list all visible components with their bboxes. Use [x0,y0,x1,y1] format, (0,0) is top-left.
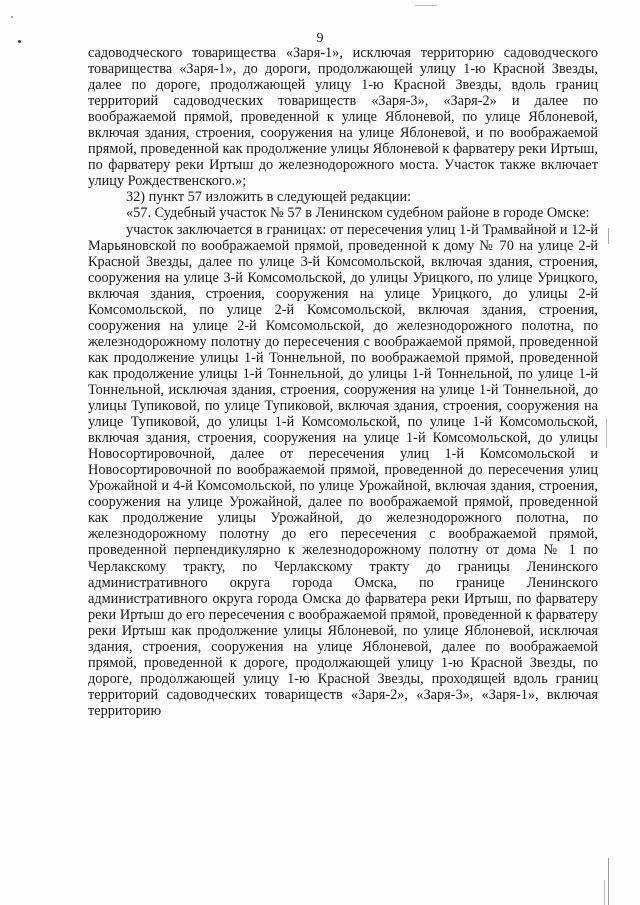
paragraph-section-heading: «57. Судебный участок № 57 в Ленинском судебном районе в городе Омске: [126,205,590,222]
document-body [88,45,598,719]
page-number: 9 [316,31,324,46]
scan-speck [11,16,13,18]
scan-speck [415,5,437,6]
paragraph-amendment-item: 32) пункт 57 изложить в следующей редакции: [126,189,412,206]
scan-edge-mark [606,418,607,448]
scan-edge-mark [608,228,609,244]
scan-edge-mark [608,858,609,905]
paragraph-boundary-description: участок заключается в границах: от пересечения улиц 1-й Трамвайной и 12-й Марьяновской по воображаемой прямой, проведенной к дому № 70 на улице 2-й Красной Звезды, далее по улице 3-й Комсомольской, включая здания, строения, сооружения на улице 3-й Комсомольской, до улицы Урицкого, по улице Урицкого, включая здания, строения, сооружения на улице Урицкого, до улицы 2-й Комсомольской, по улице 2-й Комсомольской, включая здания, строения, сооружения на улице 2-й Комсомольской, до железнодорожного полотна, по железнодорожному полотну до пересечения с воображаемой прямой, проведенной как продолжение улицы 1-й Тоннельной, по воображаемой прямой, проведенной как продолжение улицы 1-й Тоннельной, до улицы 1-й Тоннельной, по улице 1-й Тоннельной, исключая здания, строения, сооружения на улице 1-й Тоннельной, до улицы Тупиковой, по улице Тупиковой, включая здания, строения, сооружения на улице Тупиковой, до улицы 1-й Комсомольской, по улице 1-й Комсомольской, включая здания, строения, сооружения на улице 1-й Комсомольской, до улицы Новосортировочной, далее от пересечения улиц 1-й Комсомольской и Новосортировочной по воображаемой прямой, проведенной до пересечения улиц Урожайной и 4-й Комсомольской, по улице Урожайной, включая здания, строения, сооружения на улице Урожайной, далее по воображаемой прямой, проведенной как продолжение улицы Урожайной, до железнодорожного полотна, по железнодорожному полотну до его пересечения с воображаемой прямой, проведенной перпендикулярно к железнодорожному полотну от дома № 1 по Черлакскому тракту, по Черлакскому тракту до границы Ленинского административного округа города Омска, по границе Ленинского административного округа города Омска до фарватера реки Иртыш, по фарватеру реки Иртыш до его пересечения с воображаемой прямой, проведенной к фарватеру реки Иртыш как продолжение улицы Яблоневой, по улице Яблоневой, исключая здания, строения, сооружения на улице Яблоневой, далее по воображаемой прямой, проведенной к дороге, продолжающей улицу 1-ю Красной Звезды, по дороге, продолжающей улицу 1-ю Красной Звезды, проходящей вдоль границ территорий садоводческих товариществ «Заря-2», «Заря-3», «Заря-1», включая территорию [88,221,598,719]
paragraph-continuation: садоводческого товарищества «Заря-1», исключая территорию садоводческого товарищества «Заря-1», до дороги, продолжающей улицу 1-ю Красной Звезды, далее по дороге, продолжающей улицу 1-ю Красной Звезды, вдоль границ территорий садоводческих товариществ «Заря-3», «Заря-2» и далее по воображаемой прямой, проведенной к улице Яблоневой, по улице Яблоневой, включая здания, строения, сооружения на улице Яблоневой, и по воображаемой прямой, проведенной как продолжение улицы Яблоневой к фарватеру реки Иртыш, по фарватеру реки Иртыш до железнодорожного моста. Участок также включает улицу Рождественского.»; [88,45,598,190]
scan-edge-mark [604,880,605,905]
